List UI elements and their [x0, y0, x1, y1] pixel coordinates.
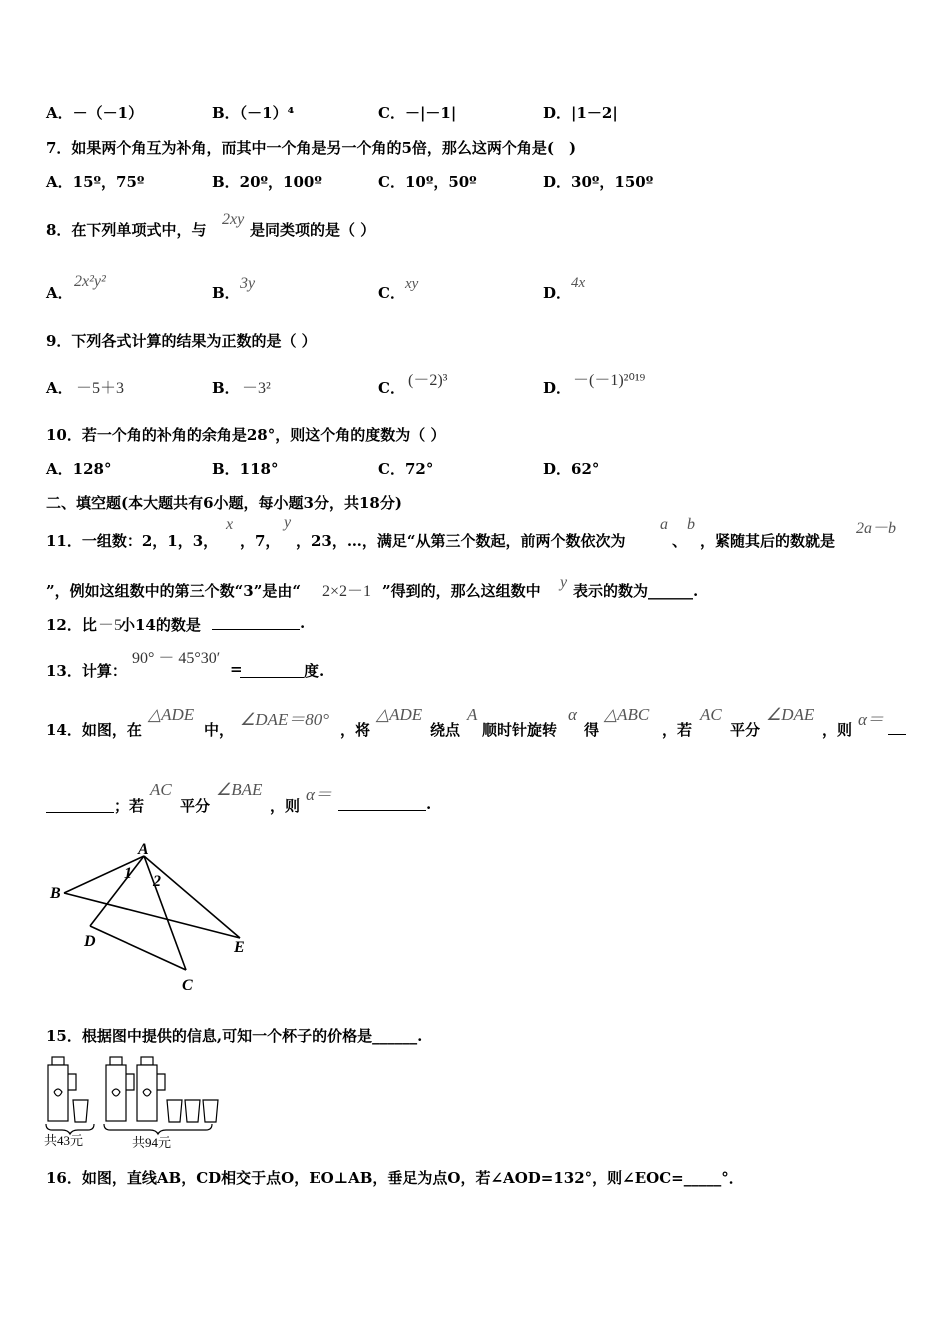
q14-t3: ，将 — [340, 721, 371, 739]
q11-sep: 、 — [672, 532, 688, 550]
q8-stem-pre: 8．在下列单项式中，与 — [46, 221, 207, 239]
thermos-icon — [48, 1057, 76, 1121]
q15-stem: 15．根据图中提供的信息,可知一个杯子的价格是______. — [46, 1027, 423, 1045]
q13-math: 90° － 45°30′ — [132, 650, 221, 667]
q14-alpha-eq-2: α＝ — [306, 785, 332, 804]
q12-post: 小14的数是 — [120, 616, 201, 634]
q11-a: a — [660, 516, 668, 533]
section-heading: 二、填空题(本大题共有6小题，每小题3分，共18分) — [46, 494, 402, 512]
q14-answer-blank-2[interactable] — [338, 796, 426, 811]
q11-b: b — [687, 516, 695, 533]
q15-label-1: 共43元 — [44, 1133, 84, 1148]
q8-option-c-math: xy — [405, 276, 419, 292]
q11-line2-mid: ”得到的，那么这组数中 — [382, 582, 541, 600]
q14-t6: 得 — [584, 721, 600, 739]
q9-option-a: A． — [46, 379, 73, 397]
q14-t8: 平分 — [730, 721, 761, 739]
label-c: C — [182, 977, 193, 994]
q11-expr2: 2×2－1 — [322, 583, 372, 600]
q14-pre: 14．如图，在 — [46, 721, 142, 739]
q11-line1-c: ，23，…，满足“从第三个数起，前两个数依次为 — [296, 532, 626, 550]
q15-label-2: 共94元 — [132, 1135, 172, 1150]
thermos-icon — [106, 1057, 134, 1121]
q9-option-b: B． — [212, 379, 240, 397]
q12-answer-blank[interactable] — [212, 615, 300, 630]
q6-option-d: D．|1－2| — [543, 104, 618, 122]
q11-y2: y — [560, 574, 568, 591]
q15-figure — [40, 1052, 230, 1152]
q14-alpha-eq: α＝ — [858, 710, 884, 729]
segment-ba — [64, 856, 144, 893]
q9-option-d: D． — [543, 379, 572, 397]
q7-stem: 7．如果两个角互为补角，而其中一个角是另一个角的5倍，那么这两个角是( ) — [46, 139, 577, 157]
q14-t4: 绕点 — [430, 721, 461, 739]
cup-icon — [73, 1100, 88, 1122]
q6-option-b: B．（－1）⁴ — [212, 104, 295, 122]
q12-math: －5 — [98, 617, 123, 634]
q10-stem: 10．若一个角的补角的余角是28°，则这个角的度数为（ ） — [46, 426, 446, 444]
q12-pre: 12．比 — [46, 616, 97, 634]
q8-stem-post: 是同类项的是（ ） — [250, 221, 376, 239]
q14-alpha: α — [568, 705, 577, 724]
q12-end: . — [300, 614, 306, 632]
q11-line1-d: ，紧随其后的数就是 — [700, 532, 836, 550]
cup-icon — [185, 1100, 200, 1122]
q14-tri-abc: △ABC — [604, 705, 650, 724]
q14-ac-2: AC — [150, 780, 172, 799]
label-1: 1 — [124, 865, 132, 882]
q13-post: 度. — [304, 662, 325, 680]
label-d: D — [84, 933, 96, 950]
brace-2 — [104, 1124, 212, 1134]
q11-line2-post: 表示的数为______. — [573, 582, 699, 600]
label-e: E — [234, 939, 245, 956]
q10-option-d: D．62° — [543, 460, 600, 478]
q14-angle-bae: ∠BAE — [216, 780, 263, 799]
q11-line1-pre: 11．一组数：2，1，3， — [46, 532, 219, 550]
q11-y: y — [284, 514, 292, 531]
q11-line2-pre: ”，例如这组数中的第三个数“3”是由“ — [46, 582, 301, 600]
q14-t2: 中， — [204, 721, 235, 739]
q9-option-c-math: (－2)³ — [408, 372, 448, 389]
q9-option-a-math: －5＋3 — [76, 380, 125, 397]
q11-line1-b: ，7， — [240, 532, 281, 550]
q9-option-c: C． — [378, 379, 405, 397]
cup-icon — [167, 1100, 182, 1122]
q14-answer-blank-1a[interactable] — [888, 720, 906, 735]
q8-option-c: C． — [378, 284, 405, 302]
q14-answer-blank-1b[interactable] — [46, 798, 114, 813]
q14-point-a: A — [467, 705, 478, 724]
q7-option-c: C．10º，50º — [378, 173, 477, 191]
q11-expr: 2a－b — [856, 520, 897, 537]
q9-option-b-math: －3² — [242, 380, 271, 397]
q10-option-a: A．128° — [46, 460, 112, 478]
q14-line2-a: ；若 — [114, 797, 145, 815]
q14-figure — [40, 838, 260, 998]
q14-ac: AC — [700, 705, 722, 724]
q8-option-b: B． — [212, 284, 240, 302]
q9-stem: 9．下列各式计算的结果为正数的是（ ） — [46, 332, 317, 350]
q14-tri-ade-2: △ADE — [376, 705, 423, 724]
q14-t9: ，则 — [822, 721, 853, 739]
q14-tri-ade: △ADE — [148, 705, 195, 724]
q8-stem-math: 2xy — [222, 211, 245, 228]
q13-pre: 13．计算： — [46, 662, 127, 680]
q14-line2-c: ，则 — [270, 797, 301, 815]
q16-stem: 16．如图，直线AB，CD相交于点O，EO⊥AB，垂足为点O，若∠AOD=132°，则∠EOC=_____°． — [46, 1169, 744, 1187]
q6-option-c: C．－|－1| — [378, 104, 457, 122]
q14-t5: 顺时针旋转 — [482, 721, 558, 739]
q8-option-d-math: 4x — [571, 275, 586, 291]
q8-option-a: A． — [46, 284, 73, 302]
q10-option-b: B．118° — [212, 460, 279, 478]
q6-option-a: A．－（－1） — [46, 104, 144, 122]
q13-eq: = — [230, 660, 243, 678]
thermos-icon — [137, 1057, 165, 1121]
q8-option-a-math: 2x²y² — [74, 273, 106, 290]
q13-answer-blank[interactable] — [240, 663, 304, 678]
q7-option-a: A．15º，75º — [46, 173, 145, 191]
q14-t7: ，若 — [662, 721, 693, 739]
q10-option-c: C．72° — [378, 460, 434, 478]
q14-end: . — [426, 795, 432, 813]
q8-option-b-math: 3y — [240, 275, 256, 292]
label-b: B — [50, 885, 61, 902]
q14-line2-b: 平分 — [180, 797, 211, 815]
q8-option-d: D． — [543, 284, 572, 302]
q11-x: x — [226, 516, 234, 533]
segment-ad — [90, 856, 144, 926]
q9-option-d-math: －(－1)²⁰¹⁹ — [573, 372, 646, 389]
q14-angle-dae: ∠DAE＝80° — [240, 710, 330, 729]
q7-option-d: D．30º，150º — [543, 173, 654, 191]
cup-icon — [203, 1100, 218, 1122]
label-a: A — [138, 841, 149, 858]
q14-angle-dae-2: ∠DAE — [766, 705, 815, 724]
q7-option-b: B．20º，100º — [212, 173, 322, 191]
label-2: 2 — [153, 873, 161, 890]
